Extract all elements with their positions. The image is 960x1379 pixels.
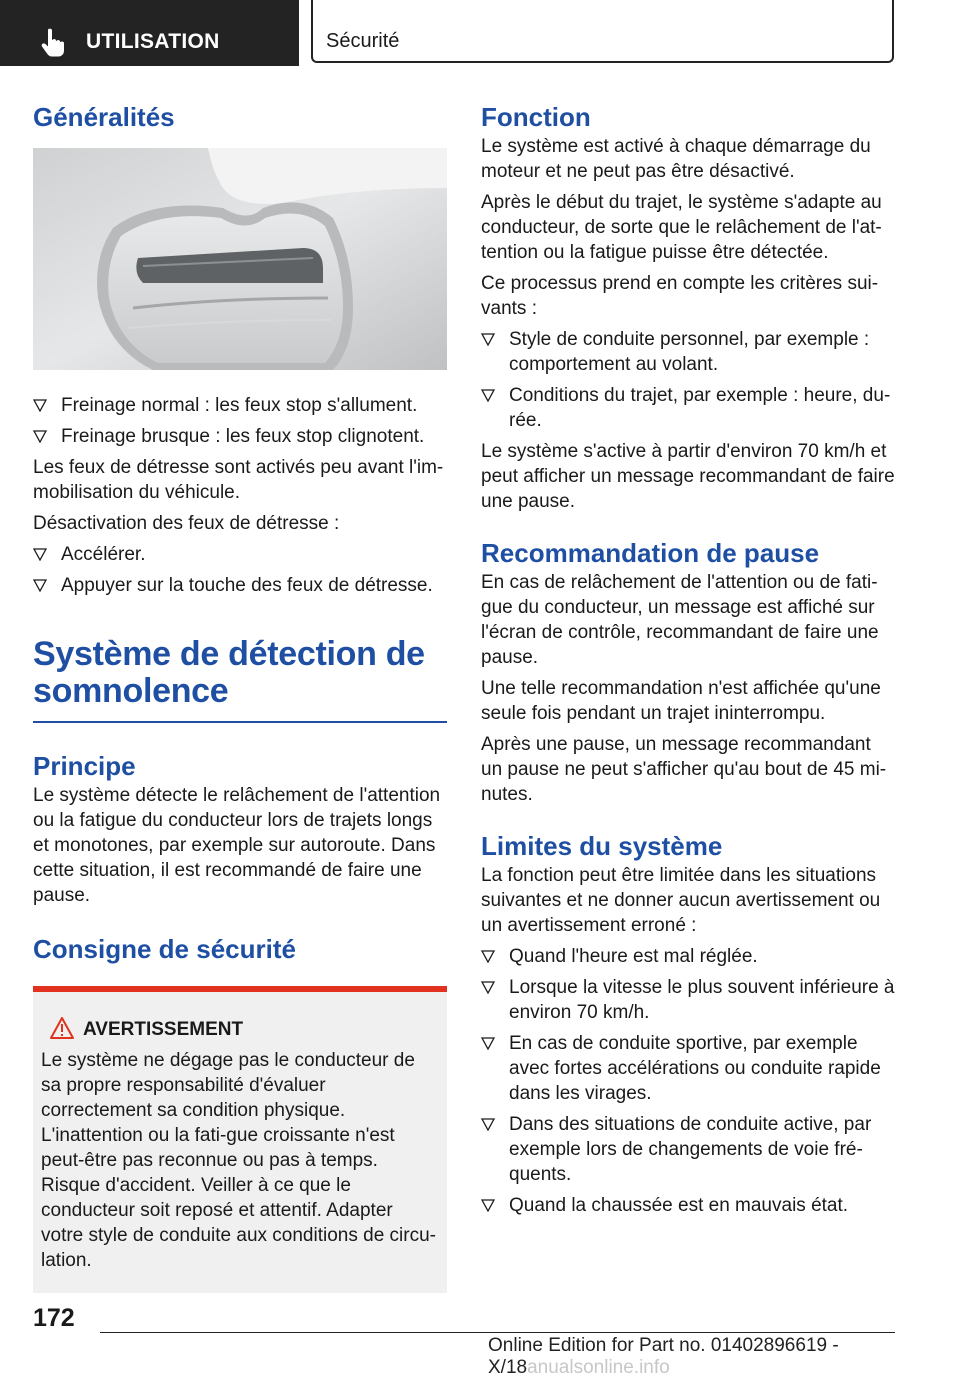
- list-item: Quand la chaussée est en mauvais état.: [481, 1193, 895, 1218]
- list-item: Freinage brusque : les feux stop clignotent.: [33, 424, 447, 449]
- criteria-list: [481, 327, 895, 433]
- list-item: Freinage normal : les feux stop s'allument.: [33, 393, 447, 418]
- list-item: Quand l'heure est mal réglée.: [481, 944, 895, 969]
- paragraph: Désactivation des feux de détresse :: [33, 513, 340, 534]
- braking-list: [33, 393, 447, 449]
- main-title: Système de détection de somnolence: [33, 635, 425, 710]
- heading-consigne: Consigne de sécurité: [33, 934, 296, 964]
- list-item: Conditions du trajet, par exemple : heure, du-rée.: [481, 383, 895, 433]
- triangle-bullet-icon: [481, 1198, 495, 1212]
- heading-fonction: Fonction: [481, 102, 591, 132]
- triangle-bullet-icon: [33, 398, 47, 412]
- paragraph: Après une pause, un message recommandant un pause ne peut s'afficher qu'au bout de 45 mi-nutes.: [481, 734, 887, 805]
- heading-recommandation: Recommandation de pause: [481, 538, 820, 568]
- limits-list: [481, 944, 895, 1218]
- edition-text: Online Edition for Part no. 01402896619 - X/18anualsonline.info: [488, 1335, 839, 1378]
- left-column: [33, 100, 447, 1293]
- triangle-bullet-icon: [481, 332, 495, 346]
- paragraph: Le système est activé à chaque démarrage du moteur et ne peut pas être désactivé.: [481, 136, 871, 182]
- warning-triangle-icon: [49, 1016, 75, 1040]
- hand-pointer-icon: [38, 27, 68, 57]
- page-footer: [0, 1290, 960, 1378]
- section-tab: [311, 0, 894, 63]
- heading-limites: Limites du système: [481, 831, 723, 861]
- paragraph: Les feux de détresse sont activés peu avant l'im-mobilisation du véhicule.: [33, 457, 444, 503]
- list-item: Dans des situations de conduite active, par exemple lors de changements de voie fré-quents.: [481, 1112, 895, 1187]
- list-item: Accélérer.: [33, 542, 447, 567]
- deactivation-list: [33, 542, 447, 598]
- triangle-bullet-icon: [481, 980, 495, 994]
- triangle-bullet-icon: [481, 949, 495, 963]
- triangle-bullet-icon: [481, 388, 495, 402]
- section-label: Sécurité: [326, 30, 400, 52]
- heading-generalites: Généralités: [33, 102, 175, 132]
- chapter-label: UTILISATION: [86, 30, 220, 53]
- paragraph: La fonction peut être limitée dans les situations suivantes et ne donner aucun avertissement ou un avertissement erroné :: [481, 865, 881, 936]
- page-header: [0, 0, 960, 66]
- paragraph: Une telle recommandation n'est affichée qu'une seule fois pendant un trajet ininterrompu.: [481, 678, 881, 724]
- triangle-bullet-icon: [481, 1036, 495, 1050]
- warning-text: Le système ne dégage pas le conducteur de sa propre responsabilité d'évaluer correctement sa condition physique. L'inattention ou la fati-gue croissante n'est peut-être pas reconnue ou pas à temps. Risque d'accident. Veiller à ce que le conducteur soit reposé et attentif. Adapter votre style de conduite aux conditions de circu-lation.: [41, 1050, 436, 1271]
- paragraph: En cas de relâchement de l'attention ou de fati-gue du conducteur, un message est affiché sur l'écran de contrôle, recommandant de faire une pause.: [481, 572, 879, 668]
- paragraph: Ce processus prend en compte les critères sui-vants :: [481, 273, 879, 319]
- tail-light-illustration: [33, 148, 447, 370]
- paragraph: Le système détecte le relâchement de l'attention ou la fatigue du conducteur lors de trajets longs et monotones, par exemple sur autoroute. Dans cette situation, il est recommandé de faire une pause.: [33, 785, 441, 906]
- watermark-text: anualsonline.info: [527, 1357, 670, 1378]
- right-column: [481, 100, 895, 1218]
- triangle-bullet-icon: [33, 578, 47, 592]
- list-item: Lorsque la vitesse le plus souvent inférieure à environ 70 km/h.: [481, 975, 895, 1025]
- list-item: Appuyer sur la touche des feux de détresse.: [33, 573, 447, 598]
- paragraph: Le système s'active à partir d'environ 70 km/h et peut afficher un message recommandant de faire une pause.: [481, 441, 895, 512]
- triangle-bullet-icon: [33, 429, 47, 443]
- triangle-bullet-icon: [33, 547, 47, 561]
- page-number: 172: [33, 1304, 75, 1332]
- triangle-bullet-icon: [481, 1117, 495, 1131]
- warning-title: AVERTISSEMENT: [41, 1018, 439, 1042]
- heading-principe: Principe: [33, 751, 136, 781]
- list-item: Style de conduite personnel, par exemple : comportement au volant.: [481, 327, 895, 377]
- paragraph: Après le début du trajet, le système s'adapte au conducteur, de sorte que le relâchement de l'at-tention ou la fatigue puisse être détectée.: [481, 192, 882, 263]
- chapter-tab: [0, 0, 299, 66]
- footer-rule: [100, 1332, 895, 1333]
- warning-box: [33, 986, 447, 1293]
- list-item: En cas de conduite sportive, par exemple avec fortes accélérations ou conduite rapide dans les virages.: [481, 1031, 895, 1106]
